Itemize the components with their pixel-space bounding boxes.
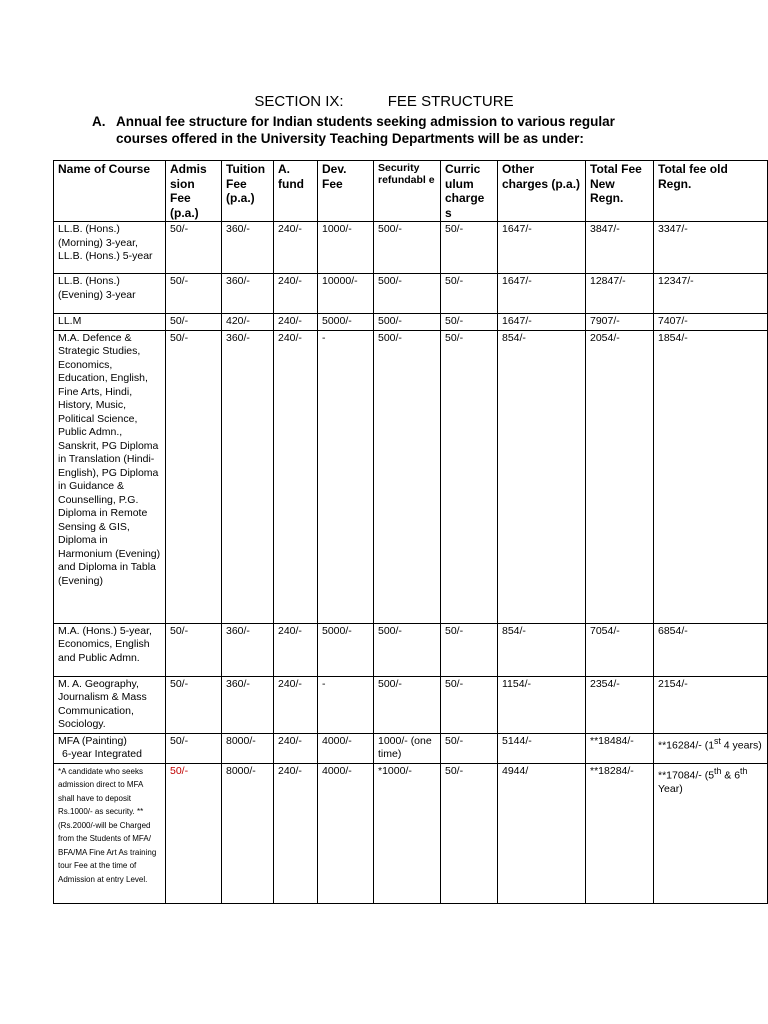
tuition-fee: 360/-	[222, 623, 274, 676]
header-other-charges: Other charges (p.a.)	[498, 161, 586, 222]
admission-fee	[166, 763, 222, 903]
fee-structure-table	[53, 160, 768, 904]
admission-fee-dash: -	[184, 764, 189, 777]
other-charges: 1647/-	[498, 274, 586, 314]
tuition-fee: 8000/-	[222, 733, 274, 763]
course-name: M. A. Geography, Journalism & Mass Communication, Sociology.	[54, 676, 166, 733]
admission-fee-value: 50/	[170, 764, 185, 777]
curriculum-charges: 50/-	[441, 314, 498, 331]
intro-marker: A.	[92, 114, 106, 129]
security: 500/-	[374, 222, 441, 274]
admission-fee: 50/-	[166, 623, 222, 676]
table-row	[54, 623, 768, 676]
mfa-footnote: *A candidate who seeks admission direct to MFA shall have to deposit Rs.1000/- as security. **(Rs.2000/-will be Charged from the Students of MFA/ BFA/MA Fine Art As training tour Fee at the time of Admission at entry Level.	[54, 763, 166, 903]
course-name: LL.B. (Hons.) (Evening) 3-year	[54, 274, 166, 314]
dev-fee: 1000/-	[318, 222, 374, 274]
course-name-mfa	[54, 733, 166, 763]
total-fee-new: 7907/-	[586, 314, 654, 331]
header-total-new: Total Fee New Regn.	[586, 161, 654, 222]
table-row	[54, 222, 768, 274]
admission-fee: 50/-	[166, 330, 222, 623]
admission-fee: 50/-	[166, 676, 222, 733]
total-fee-new: 3847/-	[586, 222, 654, 274]
a-fund: 240/-	[274, 763, 318, 903]
other-charges: 1647/-	[498, 314, 586, 331]
total-fee-new: 2054/-	[586, 330, 654, 623]
total-fee-old: 1854/-	[654, 330, 768, 623]
tuition-fee: 360/-	[222, 274, 274, 314]
a-fund: 240/-	[274, 274, 318, 314]
intro-line-1: Annual fee structure for Indian students seeking admission to various regular	[116, 114, 615, 129]
total-old-suffix: Year)	[658, 782, 683, 795]
total-fee-old: 7407/-	[654, 314, 768, 331]
mfa-course-line-2: 6-year Integrated	[62, 748, 142, 760]
security: 1000/- (one time)	[374, 733, 441, 763]
dev-fee: 5000/-	[318, 314, 374, 331]
total-old-suffix: 4 years)	[720, 739, 762, 751]
header-tuition-fee: Tuition Fee (p.a.)	[222, 161, 274, 222]
total-fee-new: 7054/-	[586, 623, 654, 676]
header-security: Security refundabl e	[374, 161, 441, 222]
dev-fee: -	[318, 330, 374, 623]
admission-fee: 50/-	[166, 733, 222, 763]
header-name-of-course: Name of Course	[54, 161, 166, 222]
total-fee-new: 2354/-	[586, 676, 654, 733]
dev-fee: 10000/-	[318, 274, 374, 314]
security: 500/-	[374, 314, 441, 331]
curriculum-charges: 50/-	[441, 274, 498, 314]
table-row	[54, 330, 768, 623]
total-old-text: **17084/- (5	[658, 769, 715, 781]
other-charges: 4944/	[498, 763, 586, 903]
total-fee-new: **18484/-	[586, 733, 654, 763]
header-curriculum: Curric ulum charge s	[441, 161, 498, 222]
intro-line-2: courses offered in the University Teaching Departments will be as under:	[116, 131, 584, 146]
section-title: FEE STRUCTURE	[387, 93, 514, 110]
tuition-fee: 360/-	[222, 330, 274, 623]
table-header-row	[54, 161, 768, 222]
other-charges: 1647/-	[498, 222, 586, 274]
superscript: th	[740, 765, 748, 776]
security: 500/-	[374, 330, 441, 623]
superscript: th	[714, 765, 722, 776]
security: 500/-	[374, 623, 441, 676]
security: *1000/-	[374, 763, 441, 903]
total-fee-old: 2154/-	[654, 676, 768, 733]
table-row	[54, 274, 768, 314]
header-admission-fee: Admis sion Fee (p.a.)	[166, 161, 222, 222]
a-fund: 240/-	[274, 330, 318, 623]
curriculum-charges: 50/-	[441, 330, 498, 623]
dev-fee: 4000/-	[318, 763, 374, 903]
a-fund: 240/-	[274, 623, 318, 676]
tuition-fee: 360/-	[222, 676, 274, 733]
table-row	[54, 314, 768, 331]
intro-paragraph	[92, 113, 712, 147]
a-fund: 240/-	[274, 733, 318, 763]
course-name: LL.B. (Hons.) (Morning) 3-year, LL.B. (Hons.) 5-year	[54, 222, 166, 274]
course-name: M.A. (Hons.) 5-year, Economics, English and Public Admn.	[54, 623, 166, 676]
mfa-course-line-1: MFA (Painting)	[58, 734, 127, 747]
superscript: st	[714, 735, 721, 746]
course-name: LL.M	[54, 314, 166, 331]
total-fee-old	[654, 733, 768, 763]
curriculum-charges: 50/-	[441, 733, 498, 763]
a-fund: 240/-	[274, 676, 318, 733]
admission-fee: 50/-	[166, 314, 222, 331]
other-charges: 854/-	[498, 330, 586, 623]
dev-fee: -	[318, 676, 374, 733]
section-heading	[0, 93, 768, 110]
total-fee-old: 3347/-	[654, 222, 768, 274]
table-row-mfa-second	[54, 763, 768, 903]
table-row	[54, 676, 768, 733]
tuition-fee: 420/-	[222, 314, 274, 331]
curriculum-charges: 50/-	[441, 763, 498, 903]
a-fund: 240/-	[274, 222, 318, 274]
dev-fee: 4000/-	[318, 733, 374, 763]
header-dev-fee: Dev. Fee	[318, 161, 374, 222]
total-fee-old: 6854/-	[654, 623, 768, 676]
total-old-text: **16284/- (1	[658, 739, 715, 751]
security: 500/-	[374, 676, 441, 733]
dev-fee: 5000/-	[318, 623, 374, 676]
tuition-fee: 8000/-	[222, 763, 274, 903]
curriculum-charges: 50/-	[441, 222, 498, 274]
curriculum-charges: 50/-	[441, 623, 498, 676]
table-row-mfa-first	[54, 733, 768, 763]
section-number: SECTION IX:	[254, 93, 344, 110]
header-a-fund: A. fund	[274, 161, 318, 222]
tuition-fee: 360/-	[222, 222, 274, 274]
total-old-mid: & 6	[721, 769, 741, 781]
total-fee-old	[654, 763, 768, 903]
curriculum-charges: 50/-	[441, 676, 498, 733]
a-fund: 240/-	[274, 314, 318, 331]
total-fee-old: 12347/-	[654, 274, 768, 314]
total-fee-new: 12847/-	[586, 274, 654, 314]
total-fee-new: **18284/-	[586, 763, 654, 903]
admission-fee: 50/-	[166, 274, 222, 314]
other-charges: 1154/-	[498, 676, 586, 733]
security: 500/-	[374, 274, 441, 314]
admission-fee: 50/-	[166, 222, 222, 274]
other-charges: 5144/-	[498, 733, 586, 763]
course-name: M.A. Defence & Strategic Studies, Economics, Education, English, Fine Arts, Hindi, History, Music, Political Science, Public Admn., Sanskrit, PG Diploma in Translation (Hindi-English), PG Diploma in Guidance & Counselling, P.G. Diploma in Remote Sensing & GIS, Diploma in Harmonium (Evening) and Diploma in Tabla (Evening)	[54, 330, 166, 623]
header-total-old: Total fee old Regn.	[654, 161, 768, 222]
other-charges: 854/-	[498, 623, 586, 676]
